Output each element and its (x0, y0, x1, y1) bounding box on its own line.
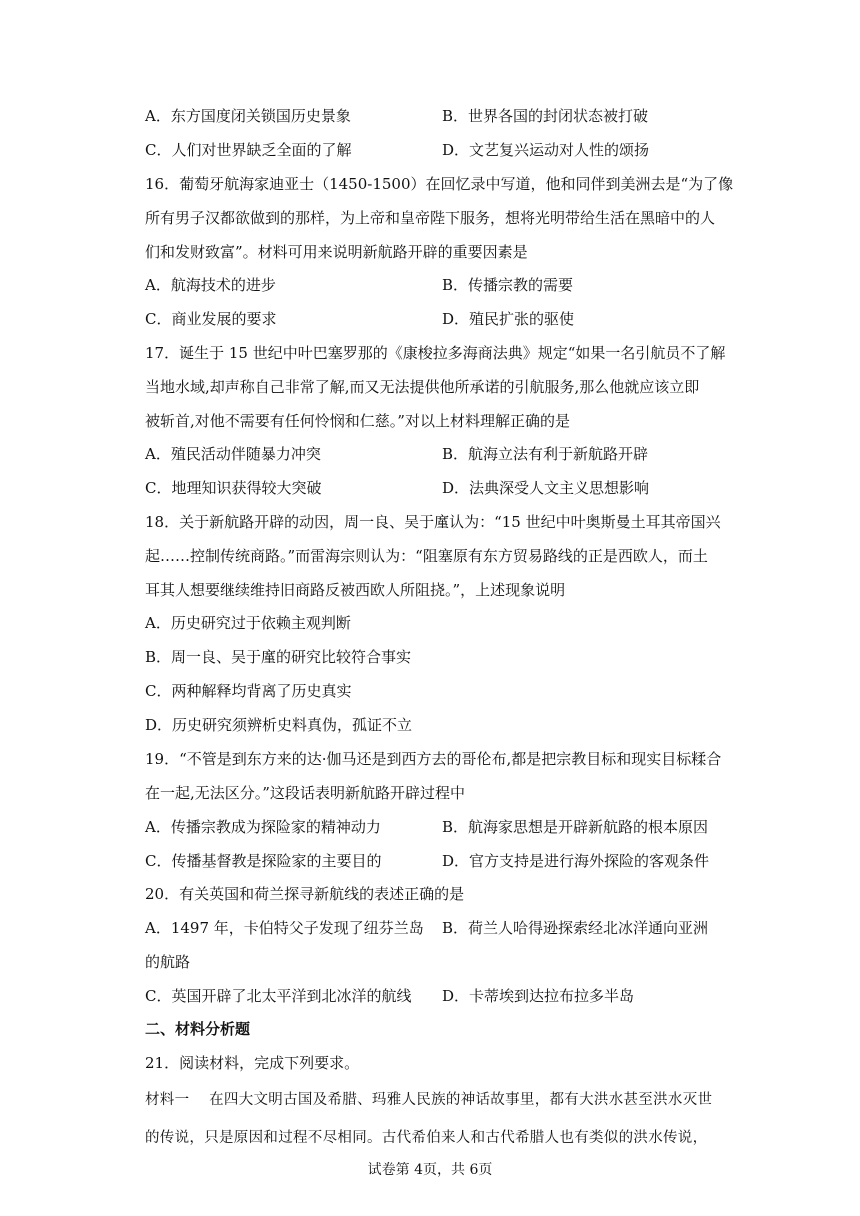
q20-stem: 20．有关英国和荷兰探寻新航线的表述正确的是 (145, 885, 465, 903)
q19-option-row-1 (145, 817, 745, 837)
page-footer: 试卷第 4页，共 6页 (367, 1162, 493, 1178)
q16-option-row-1 (145, 275, 745, 295)
q15-option-d: D．文艺复兴运动对人性的颂扬 (442, 141, 650, 159)
q18-stem-line-3: 耳其人想要继续维持旧商路反被西欧人所阻挠。”，上述现象说明 (145, 581, 566, 599)
q20-option-a: A．1497 年，卡伯特父子发现了纽芬兰岛 (145, 919, 424, 937)
q19-option-row-2 (145, 851, 745, 871)
q15-option-row-2 (145, 140, 745, 160)
section-heading: 二、材料分析题 (145, 1020, 251, 1038)
q17-option-row-2 (145, 478, 745, 498)
material-one-line-1: 材料一 在四大文明古国及希腊、玛雅人民族的神话故事里，都有大洪水甚至洪水灭世 (145, 1092, 713, 1108)
q17-stem-line-2: 当地水域,却声称自己非常了解,而又无法提供他所承诺的引航服务,那么他就应该立即 (145, 378, 700, 396)
q16-stem-line-3: 们和发财致富”。材料可用来说明新航路开辟的重要因素是 (145, 243, 528, 261)
q19-stem-line-1: 19．“不管是到东方来的达·伽马还是到西方去的哥伦布,都是把宗教目标和现实目标糅合 (145, 750, 722, 768)
q19-option-a: A．传播宗教成为探险家的精神动力 (145, 818, 381, 836)
q19-option-d: D．官方支持是进行海外探险的客观条件 (442, 852, 710, 870)
q18-option-c: C．两种解释均背离了历史真实 (145, 682, 352, 700)
q16-option-c: C．商业发展的要求 (145, 310, 277, 328)
q16-option-row-2 (145, 309, 745, 329)
q17-option-b: B．航海立法有利于新航路开辟 (442, 445, 649, 463)
q17-option-d: D．法典深受人文主义思想影响 (442, 479, 650, 497)
q16-stem-line-1: 16．葡萄牙航海家迪亚士（1450-1500）在回忆录中写道，他和同伴到美洲去是“为了像 (145, 175, 734, 193)
q21-stem: 21．阅读材料，完成下列要求。 (145, 1054, 360, 1072)
q18-option-b: B．周一良、吴于廑的研究比较符合事实 (145, 648, 412, 666)
q20-option-d: D．卡蒂埃到达拉布拉多半岛 (442, 987, 635, 1005)
q18-stem-line-1: 18．关于新航路开辟的动因，周一良、吴于廑认为：“15 世纪中叶奥斯曼土耳其帝国兴 (145, 513, 721, 531)
q20-option-row-1 (145, 918, 745, 938)
q18-stem-line-2: 起……控制传统商路。”而雷海宗则认为：“阻塞原有东方贸易路线的正是西欧人，而土 (145, 547, 708, 565)
q20-option-b-continuation: 的航路 (145, 953, 191, 971)
q17-option-a: A．殖民活动伴随暴力冲突 (145, 445, 321, 463)
q18-option-d: D．历史研究须辨析史料真伪，孤证不立 (145, 716, 413, 734)
q20-option-c: C．英国开辟了北太平洋到北冰洋的航线 (145, 987, 412, 1005)
q19-option-c: C．传播基督教是探险家的主要目的 (145, 852, 382, 870)
q15-option-row-1 (145, 106, 745, 126)
q16-option-b: B．传播宗教的需要 (442, 276, 574, 294)
q15-option-b: B．世界各国的封闭状态被打破 (442, 107, 649, 125)
q16-option-a: A．航海技术的进步 (145, 276, 276, 294)
q20-option-b: B．荷兰人哈得逊探索经北冰洋通向亚洲 (442, 919, 709, 937)
q17-stem-line-1: 17．诞生于 15 世纪中叶巴塞罗那的《康梭拉多海商法典》规定“如果一名引航员不了解 (145, 344, 726, 362)
q16-stem-line-2: 所有男子汉都欲做到的那样，为上帝和皇帝陛下服务，想将光明带给生活在黑暗中的人 (145, 209, 716, 227)
q17-option-row-1 (145, 444, 745, 464)
q15-option-a: A．东方国度闭关锁国历史景象 (145, 107, 351, 125)
q18-option-a: A．历史研究过于依赖主观判断 (145, 614, 351, 632)
q17-option-c: C．地理知识获得较大突破 (145, 479, 322, 497)
material-one-line-2: 的传说，只是原因和过程不尽相同。古代希伯来人和古代希腊人也有类似的洪水传说， (145, 1130, 708, 1146)
q16-option-d: D．殖民扩张的驱使 (442, 310, 575, 328)
q17-stem-line-3: 被斩首,对他不需要有任何怜悯和仁慈。”对以上材料理解正确的是 (145, 412, 570, 430)
q19-option-b: B．航海家思想是开辟新航路的根本原因 (442, 818, 709, 836)
q19-stem-line-2: 在一起,无法区分。”这段话表明新航路开辟过程中 (145, 784, 465, 802)
q20-option-row-2 (145, 986, 745, 1006)
q15-option-c: C．人们对世界缺乏全面的了解 (145, 141, 352, 159)
